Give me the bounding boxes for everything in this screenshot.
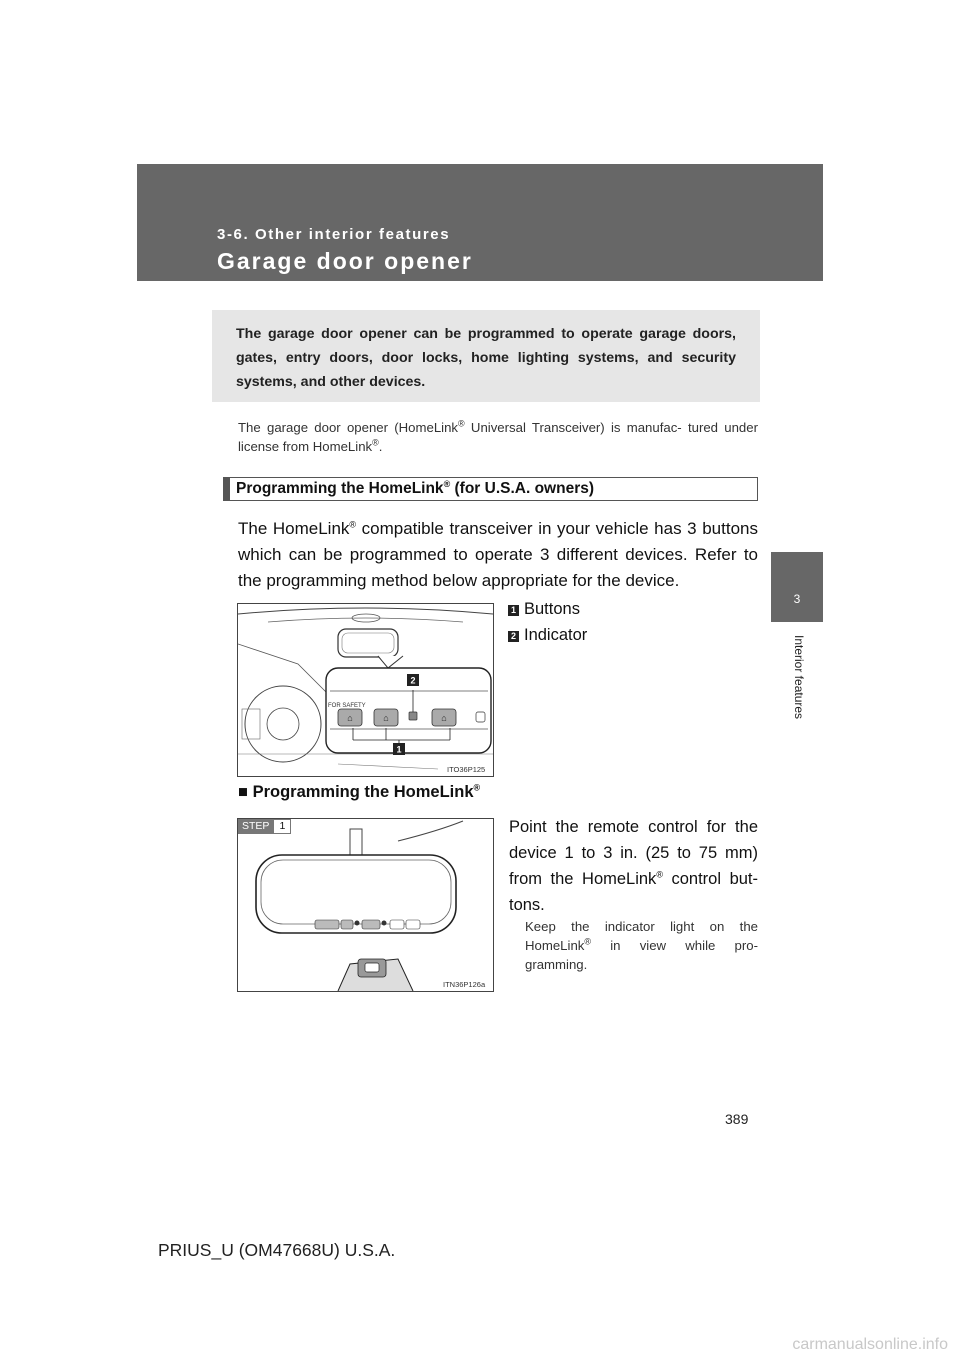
svg-text:1: 1 <box>396 744 402 755</box>
body-part1: The HomeLink <box>238 519 350 538</box>
legend-buttons <box>508 600 580 619</box>
chapter-tab <box>771 552 823 622</box>
step-number: 1 <box>273 819 291 834</box>
chapter-label: Interior features <box>792 635 806 720</box>
section-body <box>238 516 758 594</box>
legend-number: 1 <box>508 605 519 616</box>
registered-mark: ® <box>656 869 663 880</box>
step-badge <box>238 819 291 834</box>
subheading <box>238 783 480 802</box>
page-header <box>137 164 823 281</box>
legend-number: 2 <box>508 631 519 642</box>
figure-homelink-buttons <box>237 603 494 777</box>
step1-note-b: in view while pro- gramming. <box>525 938 758 972</box>
figure-code: ITO36P125 <box>447 765 486 774</box>
page-number: 389 <box>725 1111 749 1127</box>
legend-label: Indicator <box>524 626 588 644</box>
legend-indicator <box>508 626 587 645</box>
bullet-square: ■ <box>238 783 248 801</box>
figure-mirror <box>237 818 494 992</box>
watermark: carmanualsonline.info <box>792 1336 948 1353</box>
svg-text:⌂: ⌂ <box>383 713 389 723</box>
section-heading-suffix: (for U.S.A. owners) <box>450 480 595 497</box>
svg-text:⌂: ⌂ <box>441 713 447 723</box>
note-part3: . <box>378 439 383 454</box>
step1-text-a: Point the remote control for the device 1 to 3 in. (25 to 75 mm) from the HomeLink <box>509 818 758 888</box>
registered-mark: ® <box>372 437 379 448</box>
license-note <box>238 418 758 456</box>
subheading-text: Programming the HomeLink <box>252 783 474 801</box>
page-title: Garage door opener <box>217 248 473 274</box>
for-safety-label: FOR SAFETY <box>328 703 366 709</box>
step-label: STEP <box>238 819 273 834</box>
section-heading <box>223 477 758 501</box>
registered-mark: ® <box>473 782 481 793</box>
registered-mark: ® <box>458 418 465 429</box>
note-part1: The garage door opener (HomeLink <box>238 420 459 435</box>
intro-box <box>212 310 760 402</box>
step1-note-a: Keep the indicator light on the HomeLink <box>525 919 758 953</box>
figure-code: ITN36P126a <box>443 980 486 989</box>
dashboard-illustration <box>238 604 493 776</box>
intro-text: The garage door opener can be programmed to operate garage doors, gates, entry doors, door locks, home lighting systems, and security systems, and other devices. <box>236 326 736 390</box>
legend-label: Buttons <box>524 600 580 618</box>
svg-text:2: 2 <box>410 675 416 686</box>
registered-mark: ® <box>349 519 357 530</box>
note-part2: Universal Transceiver) is manufac- tured under license from HomeLink <box>238 420 758 454</box>
registered-mark: ® <box>443 478 451 489</box>
body-part2: compatible transceiver in your vehicle has 3 buttons which can be programmed to operate 3 different devices. Refer to the programming method below appropriate for the device. <box>238 519 758 590</box>
section-label: 3-6. Other interior features <box>217 226 451 243</box>
mirror-illustration <box>238 819 493 991</box>
step1-instruction <box>509 814 758 918</box>
registered-mark: ® <box>584 936 592 947</box>
chapter-number: 3 <box>793 592 801 606</box>
footer-model: PRIUS_U (OM47668U) U.S.A. <box>158 1240 396 1260</box>
svg-text:⌂: ⌂ <box>347 713 353 723</box>
step1-text-b: control but- tons. <box>509 870 758 914</box>
section-heading-text: Programming the HomeLink <box>236 480 444 497</box>
step1-note <box>525 917 758 974</box>
